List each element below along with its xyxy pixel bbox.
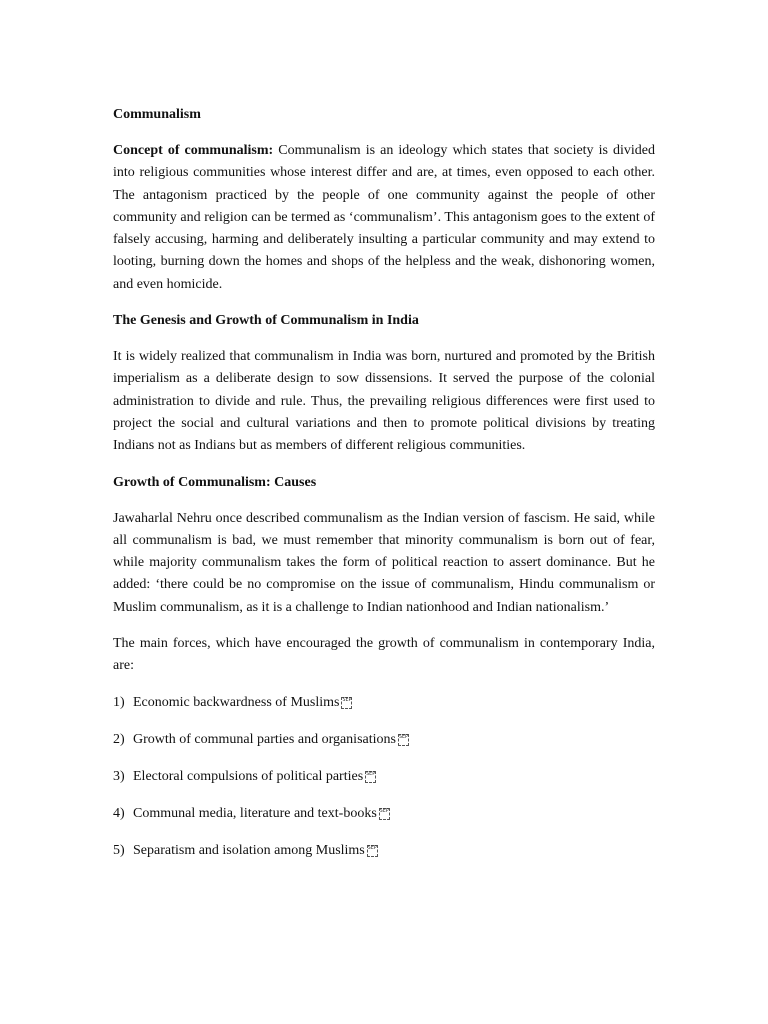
separator-glyph-icon: SEP bbox=[367, 845, 378, 857]
concept-text: Communalism is an ideology which states that society is divided into religious communities whose interest differ and are, at times, even opposed to each other. The antagonism practiced by the people of one community against the people of other community and religion can be termed as ‘communalism’. This antagonism goes to the extent of falsely accusing, harming and deliberately insulting a particular community and may extend to looting, burning down the homes and shops of the helpless and the weak, dishonoring women, and even homicide. bbox=[113, 143, 655, 292]
forces-intro: The main forces, which have encouraged the growth of communalism in contemporary India, are: bbox=[113, 636, 655, 674]
list-item-number: 2) bbox=[113, 731, 125, 747]
list-item-number: 4) bbox=[113, 805, 125, 821]
genesis-paragraph: It is widely realized that communalism in India was born, nurtured and promoted by the British imperialism as a deliberate design to sow dissensions. It served the purpose of the colonial administration to divide and rule. Thus, the prevailing religious differences were first used to project the social and cultural variations and then to promote political divisions by treating Indians not as Indians but as members of different religious communities. bbox=[113, 349, 655, 454]
separator-glyph-icon: SEP bbox=[365, 771, 376, 783]
list-item bbox=[113, 729, 655, 751]
list-item bbox=[113, 766, 655, 788]
list-item-text: Growth of communal parties and organisations bbox=[133, 731, 396, 747]
separator-glyph-icon: SEP bbox=[379, 808, 390, 820]
concept-lead: Concept of communalism: bbox=[113, 143, 274, 158]
list-item-number: 1) bbox=[113, 694, 125, 710]
list-item-text: Communal media, literature and text-books bbox=[133, 805, 377, 821]
causes-paragraph: Jawaharlal Nehru once described communalism as the Indian version of fascism. He said, while all communalism is bad, we must remember that minority communalism is born out of fear, while majority communalism takes the form of political reaction to assert dominance. But he added: ‘there could be no compromise on the issue of communalism, Hindu communalism or Muslim communalism, as it is a challenge to Indian nationhood and Indian nationalism.’ bbox=[113, 510, 655, 615]
causes-heading: Growth of Communalism: Causes bbox=[113, 474, 317, 490]
concept-paragraph bbox=[113, 140, 655, 296]
separator-glyph-icon: SEP bbox=[341, 697, 352, 709]
list-item-text: Separatism and isolation among Muslims bbox=[133, 842, 365, 858]
genesis-heading: The Genesis and Growth of Communalism in India bbox=[113, 313, 419, 329]
document-page bbox=[113, 104, 655, 877]
list-item bbox=[113, 692, 655, 714]
list-item-text: Economic backwardness of Muslims bbox=[133, 694, 340, 710]
document-title: Communalism bbox=[113, 107, 201, 122]
list-item bbox=[113, 803, 655, 825]
list-item-text: Electoral compulsions of political parties bbox=[133, 768, 364, 784]
list-item-number: 3) bbox=[113, 768, 125, 784]
list-item bbox=[113, 840, 655, 862]
list-item-number: 5) bbox=[113, 842, 125, 858]
separator-glyph-icon: SEP bbox=[398, 734, 409, 746]
forces-list bbox=[113, 692, 655, 862]
